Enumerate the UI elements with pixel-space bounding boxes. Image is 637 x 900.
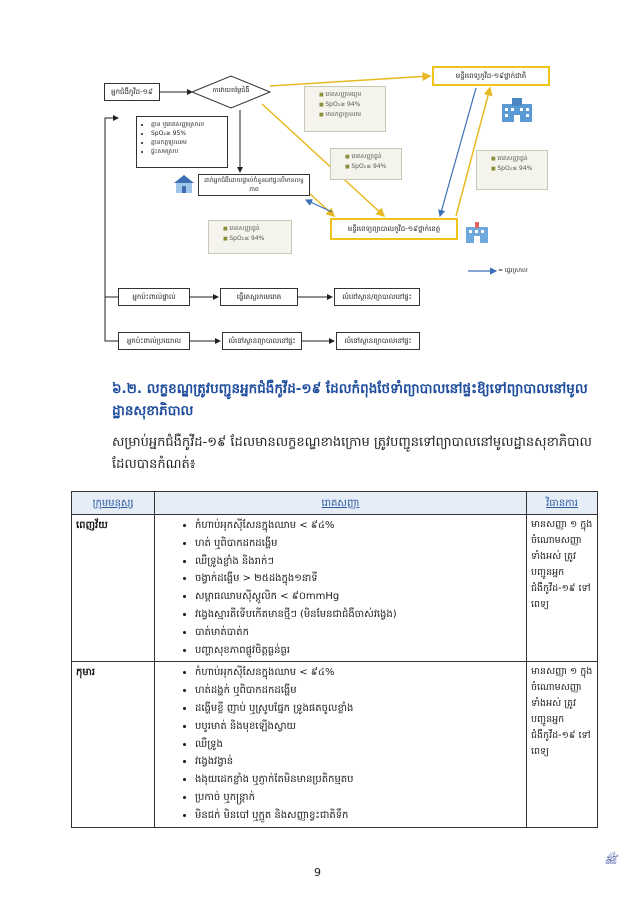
symptom-item: • ហត់ ឬពិបាកដកដង្ហើម (195, 535, 522, 553)
home-treatment-box-1: លំនៅស្ថាន/ព្យាបាលនៅផ្ទះ (334, 288, 420, 306)
symptom-item: • កំហាប់អុកស៊ីសែនក្នុងឈាម < ៩៤% (195, 517, 522, 535)
hospital-building-icon (500, 98, 534, 124)
direct-contact-box: អ្នកប៉ះពាល់ផ្ទាល់ (118, 288, 190, 306)
signature-mark: ﷺ (604, 853, 618, 866)
symptom-item: • ចង្វាក់ដង្ហើម > ២៥ដងក្នុង១នាទី (195, 570, 522, 588)
symptom-item: • ដង្ហើមខ្លី ញាប់ ឬស្រូបផ្នែក ទ្រូងផតចូលខ្លាំង (195, 700, 522, 718)
home-treatment-box-3: លំនៅស្ថានព្យាបាលនៅផ្ទះ (336, 332, 420, 350)
symptom-item: • សម្ពាធឈាមស៊ីស្តូលិក < ៩០mmHg (195, 588, 522, 606)
symptom-item: • បញ្ហាសុខភាពផ្លូវចិត្តធ្ងន់ធ្ងរ (195, 642, 522, 660)
criteria-item: • គ្មានកត្តាប្រឈម (151, 138, 223, 147)
symptoms-cell (155, 662, 527, 827)
table-row (72, 515, 598, 662)
group-cell: ពេញវ័យ (72, 515, 155, 662)
symptom-item: • វង្វេងវង្វាន់ (195, 753, 522, 771)
symptom-item: • ប្រកាច់ ឬកន្ត្រាក់ (195, 789, 522, 807)
indirect-contact-box: អ្នកប៉ះពាល់ប្រយោល (118, 332, 190, 350)
action-cell: មានសញ្ញា ១ ក្នុងចំណោមសញ្ញាទាំងអស់ ត្រូវបញ្ជូនអ្នកជំងឺកូវីដ-១៩ ទៅពេទ្យ (527, 662, 598, 827)
symptom-item: • បបូរមាត់ និងមុខឡើងស្វាយ (195, 718, 522, 736)
section-intro: សម្រាប់អ្នកជំងឺកូវីដ-១៩ ដែលមានលក្ខខណ្ឌខាងក្រោម ត្រូវបញ្ជូនទៅព្យាបាលនៅមូលដ្ឋានសុខាភិបាលដែលបានកំណត់៖ (112, 435, 592, 472)
national-hospital-box: មន្ទីរពេទ្យកូវីដ-១៩ថ្នាក់ជាតិ (432, 66, 550, 86)
criteria-item: • SpO₂≥ 95% (151, 129, 223, 138)
symptom-item: • ហត់ដង្ហក់ ឬពិបាកដកដង្ហើម (195, 682, 522, 700)
mild-criteria-box (136, 116, 228, 168)
criteria-item: • គ្មាន ឬរោគសញ្ញាស្រាល (151, 120, 223, 129)
test-box: ធ្វើតេស្តរកមេរោគ (220, 288, 298, 306)
symptom-item: • ឈឺទ្រូង (195, 736, 522, 754)
table-header-row (72, 492, 598, 515)
home-treatment-box-2: លំនៅស្ថានព្យាបាលនៅផ្ទះ (222, 332, 302, 350)
clinic-building-icon (464, 222, 490, 244)
symptom-item: • មិនជក់ មិនបៅ ឬក្អួត និងសញ្ញាខ្វះជាតិទឹក (195, 807, 522, 825)
note-severe-left: ■ រោគសញ្ញាធ្ងន់ ■ SpO₂≤ 94% (208, 220, 292, 254)
house-icon (172, 174, 196, 194)
assess-label: ការវាយតម្លៃជំងឺ (212, 86, 250, 94)
note-moderate: ■ រោគសញ្ញាមធ្យម ■ SpO₂≥ 94% ■ មានកត្តាប្រឈម (304, 86, 386, 132)
symptom-item: • វង្វេងស្មារតីទើបកើតមានថ្មីៗ (មិនមែនជាជំងឺចាស់វង្វេង) (195, 606, 522, 624)
legend-label: = ផ្ទេរស្រាល (498, 267, 528, 274)
header-symptoms: រោគសញ្ញា (155, 492, 527, 515)
header-group: ក្រុមមនុស្ស (72, 492, 155, 515)
section-heading: ៦.២. លក្ខខណ្ឌត្រូវបញ្ជូនអ្នកជំងឺកូវីដ-១៩ ដែលកំពុងថែទាំព្យាបាលនៅផ្ទះឱ្យទៅព្យាបាលនៅមូលដ្ឋានសុខាភិបាល (112, 381, 588, 419)
symptoms-cell (155, 515, 527, 662)
action-cell: មានសញ្ញា ១ ក្នុងចំណោមសញ្ញាទាំងអស់ ត្រូវបញ្ជូនអ្នកជំងឺកូវីដ-១៩ ទៅពេទ្យ (527, 515, 598, 662)
symptom-item: • ឈឺទ្រូងខ្លាំង និងរាក់ៗ (195, 553, 522, 571)
group-cell: កុមារ (72, 662, 155, 827)
symptom-item: • ងងុយដេកខ្លាំង ឬភ្ញាក់តែមិនមានប្រតិកម្មតប (195, 771, 522, 789)
home-care-box: ដាក់អ្នកជំងឺដោយផ្ទាល់ចំនួននៅផ្ទះបើមានលទ្ធភាព (198, 174, 310, 196)
symptom-item: • កំហាប់អុកស៊ីសែនក្នុងឈាម < ៩៤% (195, 664, 522, 682)
table-row (72, 662, 598, 827)
referral-criteria-table (71, 491, 598, 828)
page-number: 9 (314, 866, 321, 879)
patient-box: អ្នកជំងឺកូវីដ-១៩ (104, 83, 160, 101)
criteria-item: • ផ្ទះសមស្រប (151, 147, 223, 156)
note-severe-right: ■ រោគសញ្ញាធ្ងន់ ■ SpO₂≤ 94% (476, 150, 548, 190)
note-severe-mid: ■ រោគសញ្ញាធ្ងន់ ■ SpO₂≤ 94% (330, 148, 402, 180)
provincial-hospital-box: មន្ទីរពេទ្យព្យាបាលកូវីដ-១៩ថ្នាក់ខេត្ត (330, 218, 458, 240)
symptom-item: • បាត់មាត់បាត់ក (195, 624, 522, 642)
header-action: វិធានការ (527, 492, 598, 515)
